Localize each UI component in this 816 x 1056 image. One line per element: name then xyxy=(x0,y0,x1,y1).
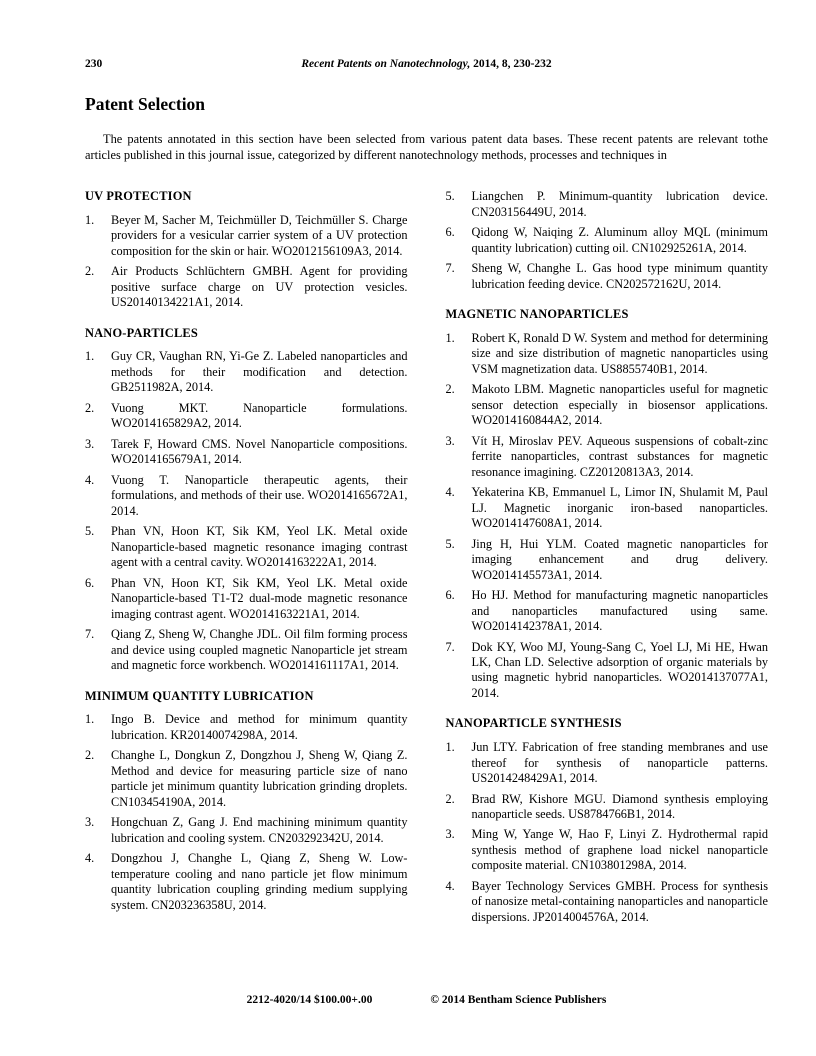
reference-text: Beyer M, Sacher M, Teichmüller D, Teichmüller S. Charge providers for a vesicular carrier system of a UV protection composition for the skin or hair. WO2012156109A3, 2014. xyxy=(111,212,408,258)
reference-number: 2. xyxy=(85,264,95,279)
reference-item xyxy=(85,815,408,846)
reference-item xyxy=(446,434,769,480)
reference-item xyxy=(85,627,408,673)
reference-text: Sheng W, Changhe L. Gas hood type minimum quantity lubrication feeding device. CN202572162U, 2014. xyxy=(471,261,768,291)
reference-number: 4. xyxy=(445,878,455,893)
footer-copyright: © 2014 Bentham Science Publishers xyxy=(430,994,607,1006)
reference-text: Qidong W, Naiqing Z. Aluminum alloy MQL (minimum quantity lubrication) cutting oil. CN102925261A, 2014. xyxy=(471,225,768,255)
reference-text: Liangchen P. Minimum-quantity lubrication device. CN203156449U, 2014. xyxy=(471,189,768,219)
reference-item xyxy=(446,740,769,786)
reference-item xyxy=(85,349,408,395)
reference-text: Vít H, Miroslav PEV. Aqueous suspensions of cobalt-zinc ferrite nanoparticles, contrast substances for magnetic resonance imagining. CZ20120813A3, 2014. xyxy=(471,433,768,479)
reference-text: Dok KY, Woo MJ, Young-Sang C, Yoel LJ, Mi HE, Hwan LK, Chan LD. Selective adsorption of organic materials by using magnetic hybrid nanoparticles. WO2014137077A1, 2014. xyxy=(471,639,768,700)
reference-number: 7. xyxy=(445,639,455,654)
column xyxy=(446,189,769,930)
section-heading: MINIMUM QUANTITY LUBRICATION xyxy=(85,688,314,703)
reference-item xyxy=(446,588,769,634)
page-title: Patent Selection xyxy=(85,94,206,114)
reference-text: Guy CR, Vaughan RN, Yi-Ge Z. Labeled nanoparticles and methods for their modification and detection. GB2511982A, 2014. xyxy=(111,349,408,395)
journal-citation xyxy=(175,58,678,70)
reference-item xyxy=(446,792,769,823)
reference-text: Phan VN, Hoon KT, Sik KM, Yeol LK. Metal oxide Nanoparticle-based magnetic resonance imaging contrast agent with a central cavity. WO2014163222A1, 2014. xyxy=(111,524,408,570)
footer-issn-price: 2212-4020/14 $100.00+.00 xyxy=(246,994,373,1006)
reference-item xyxy=(85,748,408,810)
journal-issue-info: 2014, 8, 230-232 xyxy=(470,58,552,70)
two-column-layout xyxy=(85,189,768,980)
reference-number: 2. xyxy=(85,748,95,763)
reference-number: 4. xyxy=(445,485,455,500)
reference-number: 4. xyxy=(85,472,95,487)
reference-text: Ingo B. Device and method for minimum quantity lubrication. KR20140074298A, 2014. xyxy=(111,712,408,742)
reference-number: 1. xyxy=(85,712,95,727)
reference-number: 4. xyxy=(85,851,95,866)
reference-number: 2. xyxy=(445,382,455,397)
reference-text: Bayer Technology Services GMBH. Process for synthesis of nanosize metal-containing nanoparticles and nanoparticle dispersions. JP2014004576A, 2014. xyxy=(471,878,768,924)
journal-name: Recent Patents on Nanotechnology, xyxy=(301,58,471,70)
reference-text: Jun LTY. Fabrication of free standing membranes and use thereof for synthesis of nanoparticle patterns. US2014248429A1, 2014. xyxy=(471,740,768,786)
reference-item xyxy=(85,524,408,570)
reference-number: 6. xyxy=(85,575,95,590)
reference-text: Ho HJ. Method for manufacturing magnetic nanoparticles and nanoparticles manufactured using same. WO2014142378A1, 2014. xyxy=(471,588,768,634)
page-footer xyxy=(85,980,768,1006)
reference-item xyxy=(85,712,408,743)
reference-item xyxy=(446,640,769,702)
reference-item xyxy=(446,189,769,220)
reference-text: Qiang Z, Sheng W, Changhe JDL. Oil film forming process and device using coupled magnetic Nanoparticle jet stream and magnetic force workbench. WO2014161117A1, 2014. xyxy=(111,627,408,673)
running-head xyxy=(85,58,768,70)
reference-number: 6. xyxy=(445,225,455,240)
reference-text: Makoto LBM. Magnetic nanoparticles useful for magnetic sensor detection especially in biosensor applications. WO2014160844A2, 2014. xyxy=(471,382,768,428)
reference-text: Ming W, Yange W, Hao F, Linyi Z. Hydrothermal rapid synthesis method of graphene load nickel nanoparticle composite material. CN103801298A, 2014. xyxy=(471,827,768,873)
reference-text: Robert K, Ronald D W. System and method for determining size and size distribution of magnetic nanoparticles using VSM magnetization data. US8855740B1, 2014. xyxy=(471,330,768,376)
reference-item xyxy=(446,485,769,531)
reference-text: Changhe L, Dongkun Z, Dongzhou J, Sheng W, Qiang Z. Method and device for measuring particle size of nano particle jet minimum quantity lubrication grinding droplets. CN103454190A, 2014. xyxy=(111,748,408,809)
reference-item xyxy=(85,851,408,913)
reference-item xyxy=(85,401,408,432)
reference-item xyxy=(446,261,769,292)
reference-item xyxy=(446,382,769,428)
reference-text: Tarek F, Howard CMS. Novel Nanoparticle compositions. WO2014165679A1, 2014. xyxy=(111,436,408,467)
reference-number: 1. xyxy=(445,330,455,345)
reference-item xyxy=(85,437,408,468)
reference-text: Yekaterina KB, Emmanuel L, Limor IN, Shulamit M, Paul LJ. Magnetic inorganic iron-based nanoparticles. WO2014147608A1, 2014. xyxy=(471,485,768,531)
section-heading: NANO-PARTICLES xyxy=(85,325,198,340)
reference-item xyxy=(446,879,769,925)
reference-item xyxy=(85,213,408,259)
reference-item xyxy=(446,827,769,873)
reference-number: 2. xyxy=(445,791,455,806)
reference-number: 5. xyxy=(445,536,455,551)
reference-number: 7. xyxy=(85,627,95,642)
intro-paragraph: The patents annotated in this section have been selected from various patent data bases. These recent patents are relevant tothe articles published in this journal issue, categorized by different nanotechnology methods, processes and techniques in xyxy=(85,132,768,163)
reference-number: 1. xyxy=(445,740,455,755)
reference-number: 7. xyxy=(445,261,455,276)
reference-item xyxy=(85,473,408,519)
section-heading: UV PROTECTION xyxy=(85,189,192,204)
section-heading: NANOPARTICLE SYNTHESIS xyxy=(445,716,622,731)
reference-item xyxy=(446,537,769,583)
page-number: 230 xyxy=(85,58,103,70)
reference-item xyxy=(446,225,769,256)
reference-number: 5. xyxy=(85,524,95,539)
reference-number: 1. xyxy=(85,349,95,364)
reference-text: Brad RW, Kishore MGU. Diamond synthesis employing nanoparticle seeds. US8784766B1, 2014. xyxy=(471,791,768,821)
reference-number: 2. xyxy=(85,400,95,415)
reference-number: 3. xyxy=(445,433,455,448)
reference-text: Dongzhou J, Changhe L, Qiang Z, Sheng W. Low-temperature cooling and nano particle jet flow minimum quantity lubrication coupling grinding medium supplying system. CN203236358U, 2014. xyxy=(111,851,408,912)
reference-item xyxy=(85,576,408,622)
reference-item xyxy=(85,264,408,310)
reference-number: 3. xyxy=(85,815,95,830)
reference-number: 3. xyxy=(445,827,455,842)
reference-text: Jing H, Hui YLM. Coated magnetic nanoparticles for imaging enhancement and drug delivery. WO2014145573A1, 2014. xyxy=(471,536,768,582)
reference-text: Phan VN, Hoon KT, Sik KM, Yeol LK. Metal oxide Nanoparticle-based T1-T2 dual-mode magnetic resonance imaging contrast agent. WO2014163221A1, 2014. xyxy=(111,575,408,621)
reference-text: Vuong MKT. Nanoparticle formulations. WO2014165829A2, 2014. xyxy=(111,400,408,431)
reference-text: Vuong T. Nanoparticle therapeutic agents, their formulations, and methods of their use. WO2014165672A1, 2014. xyxy=(111,472,408,518)
reference-number: 3. xyxy=(85,436,95,451)
reference-text: Air Products Schlüchtern GMBH. Agent for providing positive surface charge on UV protection vesicles. US20140134221A1, 2014. xyxy=(111,264,408,310)
reference-item xyxy=(446,331,769,377)
reference-number: 5. xyxy=(445,189,455,204)
reference-text: Hongchuan Z, Gang J. End machining minimum quantity lubrication and cooling system. CN203292342U, 2014. xyxy=(111,815,408,845)
section-heading: MAGNETIC NANOPARTICLES xyxy=(445,307,629,322)
reference-number: 1. xyxy=(85,212,95,227)
column xyxy=(85,189,408,930)
reference-number: 6. xyxy=(445,588,455,603)
